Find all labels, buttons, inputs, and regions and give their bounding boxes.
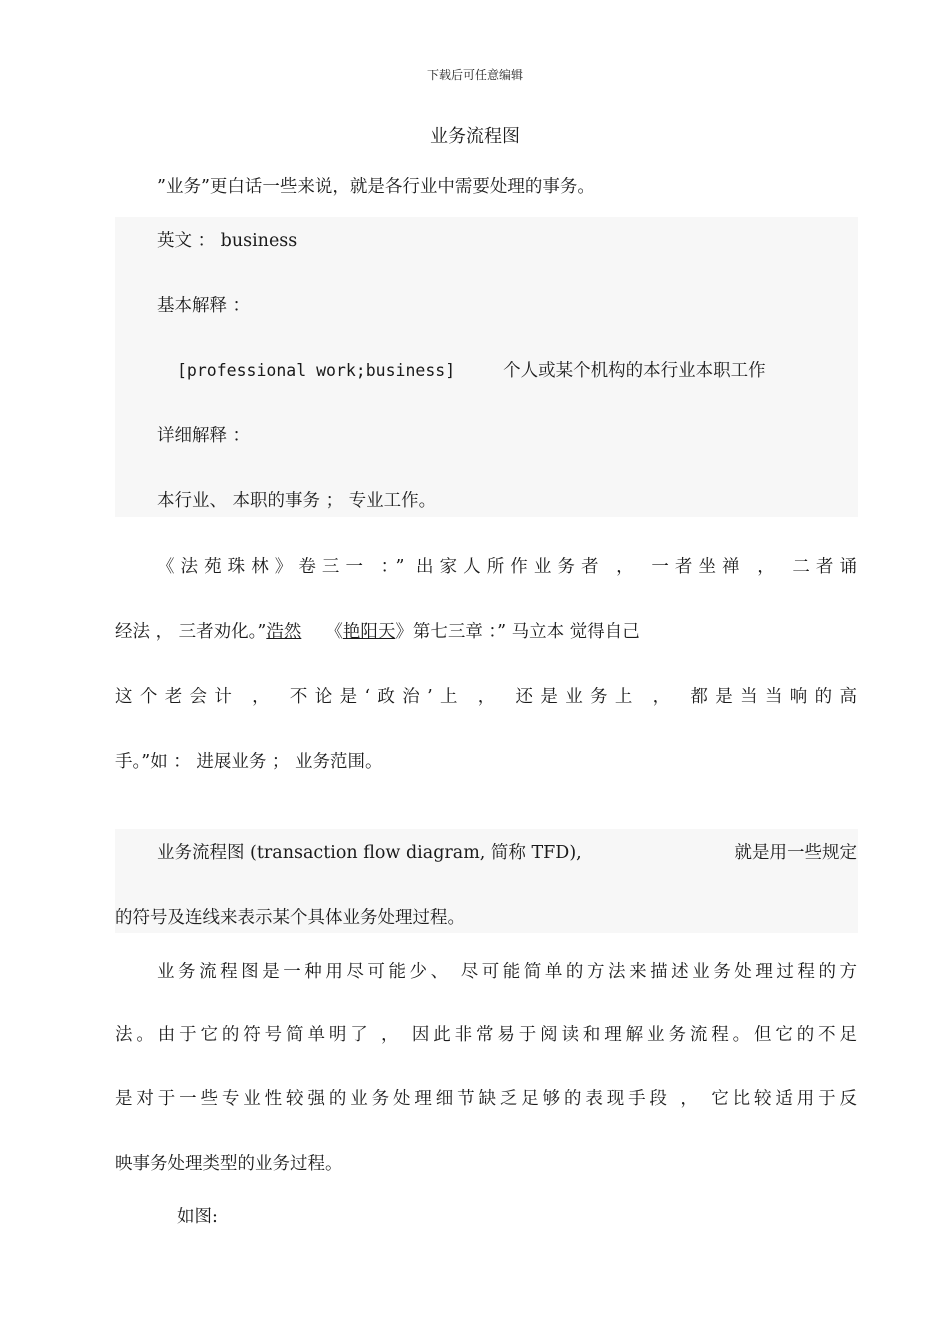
basic-meaning: 个人或某个机构的本行业本职工作 xyxy=(503,361,766,381)
quote-line-1: 《法苑珠林》卷三一 ：” 出家人所作业务者 ， 一者坐禅 ， 二者诵 xyxy=(157,557,857,577)
english-entry: 英文 ： business xyxy=(157,231,298,251)
tfd-line-1: 业务流程图 (transaction flow diagram, 简称 TFD), 就是用一些规定 xyxy=(157,843,857,863)
basic-term: [professional work;business] xyxy=(177,361,456,380)
quote-line-4: 手。”如 ： 进展业务 ； 业务范围。 xyxy=(115,752,383,772)
detail-definition: 本行业、 本职的事务 ； 专业工作。 xyxy=(157,491,437,511)
quote-line-2: 经法 ， 三者劝化。”浩然 《艳阳天》第七三章 ：” 马立本 觉得自己 xyxy=(115,622,640,642)
figure-label: 如图: xyxy=(177,1207,218,1227)
basic-definition xyxy=(177,357,919,382)
basic-label: 基本解释 ： xyxy=(157,296,251,316)
desc-line-2: 法。由于它的符号简单明了 ， 因此非常易于阅读和理解业务流程。但它的不足 xyxy=(115,1025,857,1045)
page-header: 下载后可任意编辑 xyxy=(426,68,523,82)
author-link[interactable]: 浩然 xyxy=(266,622,302,642)
book-link[interactable]: 艳阳天 xyxy=(342,622,396,642)
quote-line-3: 这个老会计 ， 不论是‘政治’上 ， 还是业务上 ， 都是当当响的高 xyxy=(115,687,858,707)
detail-label: 详细解释 ： xyxy=(157,426,251,446)
desc-line-3: 是对于一些专业性较强的业务处理细节缺乏足够的表现手段 ， 它比较适用于反 xyxy=(115,1089,857,1109)
document-title: 业务流程图 xyxy=(430,126,520,147)
desc-line-4: 映事务处理类型的业务过程。 xyxy=(115,1154,343,1174)
intro-paragraph: ”业务”更白话一些来说，就是各行业中需要处理的事务。 xyxy=(157,177,595,197)
desc-line-1: 业务流程图是一种用尽可能少、 尽可能简单的方法来描述业务处理过程的方 xyxy=(157,962,857,982)
tfd-line-2: 的符号及连线来表示某个具体业务处理过程。 xyxy=(115,908,465,928)
